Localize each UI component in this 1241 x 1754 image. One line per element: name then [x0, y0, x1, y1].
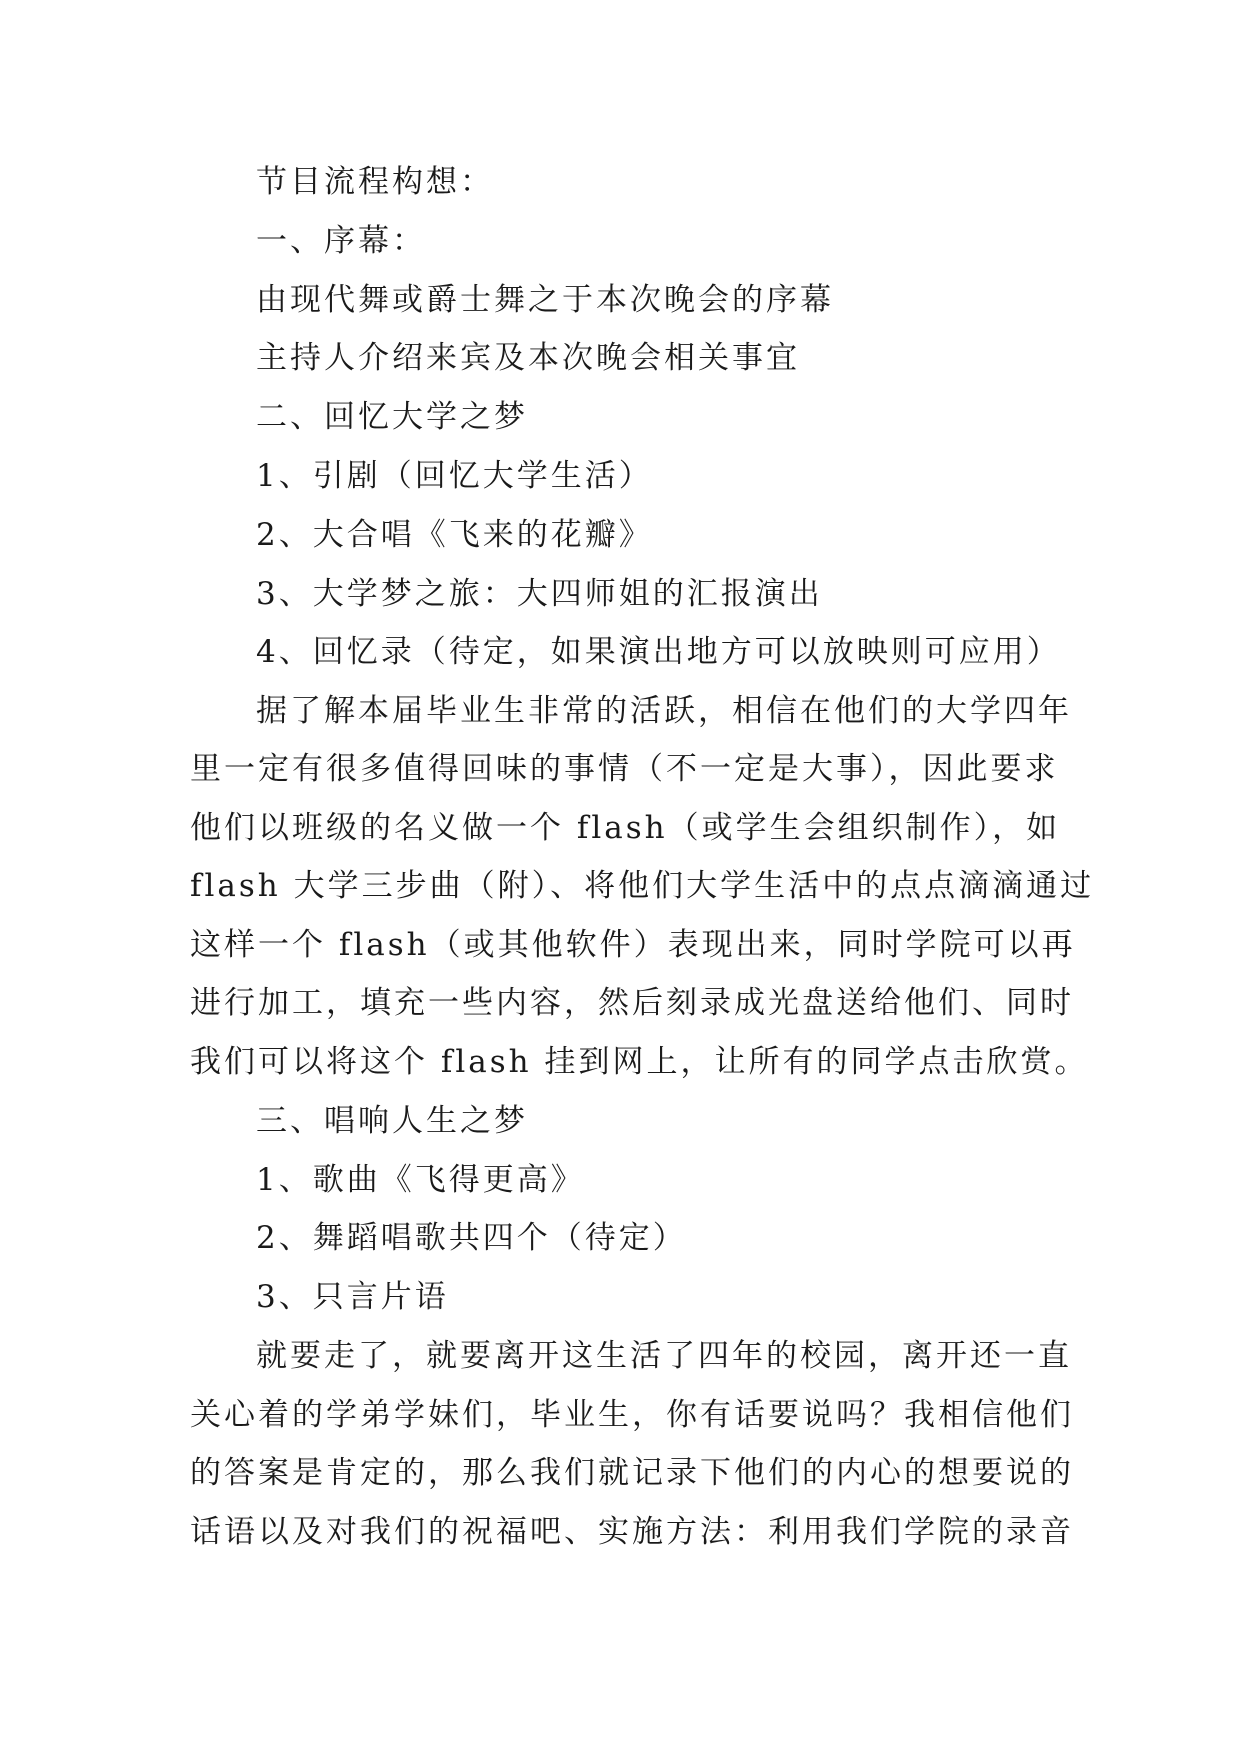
paragraph-line: 这样一个 flash（或其他软件）表现出来，同时学院可以再 [190, 927, 1076, 963]
paragraph-line: 就要走了，就要离开这生活了四年的校园，离开还一直 [256, 1338, 1072, 1374]
part3-item: 1、歌曲《飞得更高》 [256, 1162, 585, 1198]
part1-title: 一、序幕： [256, 223, 426, 259]
paragraph-line: 我们可以将这个 flash 挂到网上，让所有的同学点击欣赏。 [190, 1044, 1089, 1080]
part1-line: 由现代舞或爵士舞之于本次晚会的序幕 [256, 282, 834, 318]
section-heading: 节目流程构想： [256, 164, 494, 200]
paragraph-line: 据了解本届毕业生非常的活跃，相信在他们的大学四年 [256, 693, 1072, 729]
part2-item: 3、大学梦之旅：大四师姐的汇报演出 [256, 576, 823, 612]
paragraph-line: 进行加工，填充一些内容，然后刻录成光盘送给他们、同时 [190, 985, 1074, 1021]
part2-item: 2、大合唱《飞来的花瓣》 [256, 517, 653, 553]
part2-item: 1、引剧（回忆大学生活） [256, 458, 653, 494]
part3-item: 3、只言片语 [256, 1279, 449, 1315]
part3-title: 三、唱响人生之梦 [256, 1103, 528, 1139]
part2-item: 4、回忆录（待定，如果演出地方可以放映则可应用） [256, 634, 1061, 670]
paragraph-line: 他们以班级的名义做一个 flash（或学生会组织制作），如 [190, 810, 1061, 846]
paragraph-line: 话语以及对我们的祝福吧、实施方法：利用我们学院的录音 [190, 1514, 1074, 1550]
paragraph-line: 关心着的学弟学妹们，毕业生，你有话要说吗？我相信他们 [190, 1397, 1074, 1433]
paragraph-line: 里一定有很多值得回味的事情（不一定是大事），因此要求 [190, 751, 1059, 787]
part3-item: 2、舞蹈唱歌共四个（待定） [256, 1220, 687, 1256]
part2-title: 二、回忆大学之梦 [256, 399, 528, 435]
paragraph-line: flash 大学三步曲（附）、将他们大学生活中的点点滴滴通过 [190, 868, 1095, 904]
part1-line: 主持人介绍来宾及本次晚会相关事宜 [256, 340, 800, 376]
paragraph-line: 的答案是肯定的，那么我们就记录下他们的内心的想要说的 [190, 1455, 1074, 1491]
